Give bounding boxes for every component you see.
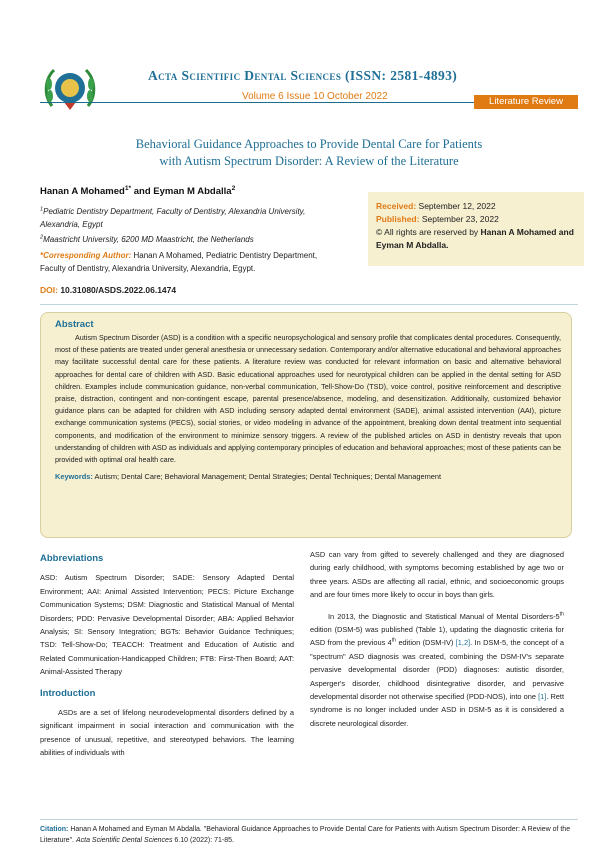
p2-text-a: In 2013, the Diagnostic and Statistical Manual of Mental Disorders-5 <box>328 611 560 621</box>
footer-rule <box>40 819 578 820</box>
affiliation-2-text: Maastricht University, 6200 MD Maastricht, the Netherlands <box>43 235 254 244</box>
abstract-box <box>40 312 572 538</box>
journal-logo <box>40 58 100 118</box>
article-type-badge: Literature Review <box>474 95 578 109</box>
reference-link[interactable]: [1] <box>538 692 547 702</box>
title-line-2: with Autism Spectrum Disorder: A Review of the Literature <box>159 154 459 168</box>
keywords-text: Autism; Dental Care; Behavioral Management; Dental Strategies; Dental Techniques; Dental Management <box>92 472 442 482</box>
abbreviations-text: ASD: Autism Spectrum Disorder; SADE: Sensory Adapted Dental Environment; AAI: Animal Assisted Intervention; PECS: Picture Exchange Communication Systems; DSM: Diagnostic and Statistical Manual of Mental Disorders; PDD: Pervasive Developmental Disorder; ABA: Applied Behavior Analysis; SI: Sensory Integration; BGTs: Behavior Guidance Techniques; TSD: Tell-Show-Do; TEACCH: Treatment and Education of Autistic and Related Communication-Handicapped Children; FTB: First-Then Board; AAT: Animal-Assisted Therapy <box>40 573 294 677</box>
affiliation-1 <box>40 205 330 231</box>
p2-sup-2: th <box>391 637 397 644</box>
introduction-text: ASDs are a set of lifelong neurodevelopmental disorders defined by a significant impairment in social interaction and communication with the presence of unusual, repetitive, and stereotyped behaviors. The learning abilities of individuals with <box>40 708 294 758</box>
citation <box>40 824 572 846</box>
author-2: and Eyman M Abdalla <box>131 186 232 197</box>
affiliation-2 <box>40 233 330 246</box>
affiliation-1-text: Pediatric Dentistry Department, Faculty of Dentistry, Alexandria University, Alexandria, Egypt <box>40 207 306 229</box>
p2-sup-1: th <box>559 611 564 618</box>
citation-text: Hanan A Mohamed and Eyman M Abdalla. "Behavioral Guidance Approaches to Provide Dental Care for Patients with Autism Spectrum Disorder: A Review of the Literature". <box>40 826 571 844</box>
published-value: September 23, 2022 <box>419 214 499 224</box>
citation-tail: 6.10 (2022): 71-85. <box>172 837 234 844</box>
article-title <box>40 136 578 170</box>
doi-value[interactable]: 10.31080/ASDS.2022.06.1474 <box>57 285 177 295</box>
citation-label: Citation: <box>40 826 69 833</box>
title-line-1: Behavioral Guidance Approaches to Provide Dental Care for Patients <box>135 137 483 151</box>
reference-link[interactable]: [1,2] <box>455 638 471 648</box>
author-2-affil: 2 <box>231 184 236 192</box>
corresponding-author-label: *Corresponding Author: <box>40 251 132 260</box>
author-list <box>40 186 235 197</box>
journal-title: Acta Scientific Dental Sciences (ISSN: 2581-4893) <box>148 68 458 83</box>
affiliation-1-marker: 1 <box>40 206 44 213</box>
abbreviations-heading: Abbreviations <box>40 553 104 564</box>
abstract-text: Autism Spectrum Disorder (ASD) is a condition with a specific neuropsychological and sensory profile that complicates dental procedures. Consequently, most of these patients are treated under general anesthesia or unnecessary sedation. Contemporary and/or alternative educational and behavioral approaches may facilitate successful dental care for these patients. A literature review was conducted for relevant information on basic and alternative behavioral approaches for dental care of children with ASD. Basic educational approaches used for neurotypical children can be applied in the dental setting for ASD children. Examples include communication guidance, non-verbal communication, Tell-Show-Do (TSD), voice control, positive reinforcement and descriptive praise, distraction, contingent and non-contingent escape, parental presence/absence, modeling, and desensitization. Additionally, customized behavior guidance plans can be adapted for children with ASD including sensory adapted dental environment (SADE), animal assisted intervention (AAI), picture exchange communication systems (PECS), social stories, or video modeling in advance of the appointment, breaking down dental treatment into sequential components, and modification of the environment to minimize sensory triggers. A review of the published articles on ASD in dentistry reveals that upon understanding of children with ASD as individuals and applying contemporary principles of education and behavioral approaches; most of these patients can be provided with optimal oral health care. <box>55 333 561 465</box>
doi-label: DOI: <box>40 285 58 295</box>
corresponding-author-text: Hanan A Mohamed, Pediatric Dentistry Department, Faculty of Dentistry, Alexandria University, Alexandria, Egypt. <box>40 251 318 273</box>
introduction-heading: Introduction <box>40 687 96 699</box>
received-value: September 12, 2022 <box>416 201 496 211</box>
doi[interactable] <box>40 285 176 295</box>
p2-text-d: . In DSM-5, the concept of a "spectrum" ASD diagnosis was created, combining the DSM-IV's separate pervasive developmental disorder (PDD) diagnoses: autistic disorder, Asperger's disorder, childhood disintegrative disorder, and pervasive developmental disorder not otherwise specified (PDD-NOS), into one <box>310 638 564 702</box>
p2-text-e: . Rett syndrome is no longer included under ASD in DSM-5 as it is considered a discrete neurological disorder. <box>310 692 565 728</box>
published-date <box>376 213 576 226</box>
corresponding-author <box>40 249 340 275</box>
p2-text-c: edition (DSM-IV) <box>396 638 456 648</box>
copyright-prefix: © All rights are reserved by <box>376 227 481 237</box>
dates-box <box>368 192 584 266</box>
body-paragraph-1: ASD can vary from gifted to severely challenged and they are diagnosed during early childhood, with symptoms becoming established by age two or three years. ASDs are affecting all racial, ethnic, and socioeconomic groups and are four times more likely to occur in boys than girls. <box>310 550 564 600</box>
affiliation-2-marker: 2 <box>40 234 44 241</box>
published-label: Published: <box>376 214 420 224</box>
keywords <box>55 472 561 481</box>
copyright <box>376 226 576 252</box>
section-divider <box>40 304 578 305</box>
abstract-heading: Abstract <box>55 319 94 330</box>
left-column <box>40 548 294 768</box>
received-date <box>376 200 576 213</box>
issue-info: Volume 6 Issue 10 October 2022 <box>242 91 388 102</box>
received-label: Received: <box>376 201 417 211</box>
citation-journal: Acta Scientific Dental Sciences <box>75 837 173 844</box>
right-column <box>310 548 564 738</box>
keywords-label: Keywords: <box>55 472 93 482</box>
body-paragraph-2 <box>310 610 564 731</box>
p2-text-b: edition (DSM-5) was published (Table 1), updating the diagnostic criteria for ASD from the previous 4 <box>310 625 564 648</box>
author-1-affil: 1* <box>124 184 132 192</box>
author-1: Hanan A Mohamed <box>40 186 125 197</box>
copyright-holders: Hanan A Mohamed and Eyman M Abdalla. <box>376 227 574 250</box>
